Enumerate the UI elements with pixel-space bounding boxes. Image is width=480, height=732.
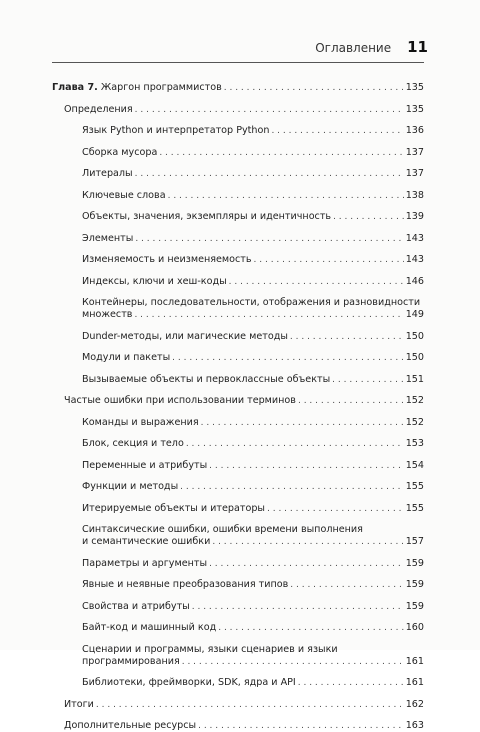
- dot-leader: [298, 677, 404, 689]
- toc-entry-page: 160: [405, 622, 424, 633]
- toc-entry-page: 154: [405, 459, 424, 471]
- toc-entry-page: 155: [405, 481, 424, 492]
- dot-leader: [271, 125, 403, 137]
- toc-entry-page: 162: [405, 698, 424, 710]
- dot-leader: [186, 438, 404, 450]
- dot-leader: [182, 656, 404, 668]
- toc-entry[interactable]: [82, 481, 424, 493]
- toc-entry[interactable]: [82, 622, 424, 634]
- dot-leader: [209, 558, 404, 570]
- toc-entry-multiline[interactable]: [82, 297, 424, 321]
- chapter-title: Жаргон программистов: [100, 82, 222, 93]
- toc-entry-page: 150: [405, 352, 424, 363]
- toc-entry-page: 143: [405, 254, 424, 265]
- toc-entry[interactable]: [82, 125, 424, 137]
- toc-entry-title: Библиотеки, фреймворки, SDK, ядра и API: [82, 677, 296, 688]
- toc-entry-title: Модули и пакеты: [82, 352, 171, 363]
- toc-entry[interactable]: [64, 720, 424, 732]
- dot-leader: [267, 503, 404, 515]
- toc-entry-page: 155: [405, 502, 424, 514]
- toc-entry[interactable]: [64, 699, 424, 711]
- dot-leader: [209, 460, 404, 472]
- dot-leader: [192, 601, 404, 613]
- dot-leader: [298, 395, 404, 407]
- page-number: 11: [407, 38, 428, 56]
- toc-entry-title: Параметры и аргументы: [82, 557, 208, 569]
- toc-entry[interactable]: [82, 190, 424, 202]
- toc-entry[interactable]: [82, 460, 424, 472]
- toc-entry-title: Блок, секция и тело: [82, 438, 184, 449]
- toc-entry-title: Свойства и атрибуты: [82, 600, 190, 612]
- toc-entry-title-line1: Синтаксические ошибки, ошибки времени выполнения: [82, 524, 363, 535]
- dot-leader: [254, 254, 404, 266]
- dot-leader: [212, 536, 403, 548]
- running-header: [315, 38, 428, 56]
- toc-entry-page: 153: [405, 438, 424, 449]
- toc-entry-title: Определения: [64, 103, 133, 115]
- toc-entry-title: Ключевые слова: [82, 189, 166, 201]
- toc-entry-page: 137: [405, 146, 424, 158]
- toc-entry[interactable]: [82, 276, 424, 288]
- toc-entry[interactable]: [82, 331, 424, 343]
- toc-entry-page: 161: [405, 677, 424, 688]
- toc-entry-multiline[interactable]: [82, 644, 424, 668]
- toc-entry-title: Функции и методы: [82, 481, 179, 492]
- toc-entry-page: 161: [405, 655, 424, 667]
- toc-entry-page: 139: [405, 211, 424, 222]
- dot-leader: [218, 622, 403, 634]
- toc-entry[interactable]: [82, 147, 424, 159]
- toc-entry-title: Явные и неявные преобразования типов: [82, 579, 289, 590]
- toc-entry-title-line2: и семантические ошибки: [82, 536, 211, 547]
- toc-entry-page: 152: [405, 395, 424, 406]
- toc-entry[interactable]: [82, 579, 424, 591]
- toc-entry[interactable]: [82, 677, 424, 689]
- toc-entry-page: 159: [405, 557, 424, 569]
- dot-leader: [224, 82, 404, 94]
- dot-leader: [135, 168, 404, 180]
- dot-leader: [290, 331, 404, 343]
- dot-leader: [201, 417, 404, 429]
- toc-entry-title: Итерируемые объекты и итераторы: [82, 502, 266, 514]
- header-rule: [52, 62, 424, 63]
- toc-entry-title: Вызываемые объекты и первоклассные объекты: [82, 373, 331, 385]
- header-title: Оглавление: [315, 41, 392, 55]
- toc-entry[interactable]: [82, 503, 424, 515]
- toc-entry[interactable]: [82, 233, 424, 245]
- dot-leader: [135, 104, 404, 116]
- toc-entry-page: 136: [405, 125, 424, 136]
- toc-entry-title-line2: множеств: [82, 309, 133, 320]
- dot-leader: [333, 211, 404, 223]
- dot-leader: [96, 699, 404, 711]
- dot-leader: [229, 276, 404, 288]
- toc-entry[interactable]: [82, 601, 424, 613]
- toc-entry-page: 151: [405, 373, 424, 385]
- dot-leader: [159, 147, 403, 159]
- toc-entry[interactable]: [82, 438, 424, 450]
- dot-leader: [180, 481, 404, 493]
- toc-entry-title: Элементы: [82, 232, 134, 244]
- toc-entry-page: 159: [405, 600, 424, 612]
- toc-entry-page: 146: [405, 275, 424, 287]
- toc-entry[interactable]: [82, 374, 424, 386]
- dot-leader: [168, 190, 404, 202]
- toc-entry-title: Индексы, ключи и хеш-коды: [82, 275, 227, 287]
- toc-entry-page: 135: [405, 103, 424, 115]
- toc-entry-multiline[interactable]: [82, 524, 424, 548]
- toc-entry-page: 157: [405, 536, 424, 547]
- toc-entry-title: Объекты, значения, экземпляры и идентичность: [82, 211, 332, 222]
- toc-entry-page: 137: [405, 168, 424, 179]
- toc-entry[interactable]: [64, 104, 424, 116]
- dot-leader: [134, 309, 403, 321]
- toc-entry-page: 163: [405, 720, 424, 731]
- toc-entry-title: Литералы: [82, 168, 133, 179]
- toc-entry-page: 152: [405, 416, 424, 428]
- toc-entry-page: 149: [405, 309, 424, 320]
- toc-entry[interactable]: [82, 254, 424, 266]
- toc-entry[interactable]: [82, 352, 424, 364]
- toc-entry-title-line1: Контейнеры, последовательности, отображения и разновидности: [82, 297, 421, 308]
- toc-entry[interactable]: [82, 558, 424, 570]
- toc-entry[interactable]: [82, 168, 424, 180]
- table-of-contents: [52, 72, 424, 732]
- toc-entry-title: Дополнительные ресурсы: [64, 720, 197, 731]
- toc-entry-title: Переменные и атрибуты: [82, 459, 208, 471]
- toc-entry-page: 150: [405, 330, 424, 342]
- toc-entry[interactable]: [64, 395, 424, 407]
- toc-entry[interactable]: [82, 417, 424, 429]
- toc-entry-title: Итоги: [64, 698, 94, 710]
- toc-entry-title: Частые ошибки при использовании терминов: [64, 395, 296, 406]
- toc-entry-title: Байт-код и машинный код: [82, 622, 217, 633]
- toc-entry-title: Dunder-методы, или магические методы: [82, 330, 288, 342]
- chapter-page: 135: [405, 82, 424, 93]
- toc-entry[interactable]: [82, 211, 424, 223]
- toc-entry-page: 159: [405, 579, 424, 590]
- dot-leader: [135, 233, 403, 245]
- toc-entry-page: 143: [405, 232, 424, 244]
- toc-entry-title-line1: Сценарии и программы, языки сценариев и языки: [82, 643, 338, 655]
- toc-chapter-entry[interactable]: [52, 82, 424, 94]
- toc-entry-title: Команды и выражения: [82, 416, 199, 428]
- dot-leader: [198, 720, 404, 732]
- toc-entry-title: Язык Python и интерпретатор Python: [82, 125, 270, 136]
- toc-entry-title-line2: программирования: [82, 655, 180, 667]
- dot-leader: [172, 352, 404, 364]
- chapter-label: Глава 7.: [52, 82, 98, 93]
- toc-entry-page: 138: [405, 189, 424, 201]
- dot-leader: [290, 579, 403, 591]
- dot-leader: [332, 374, 404, 386]
- toc-entry-title: Сборка мусора: [82, 146, 158, 158]
- toc-entry-title: Изменяемость и неизменяемость: [82, 254, 252, 265]
